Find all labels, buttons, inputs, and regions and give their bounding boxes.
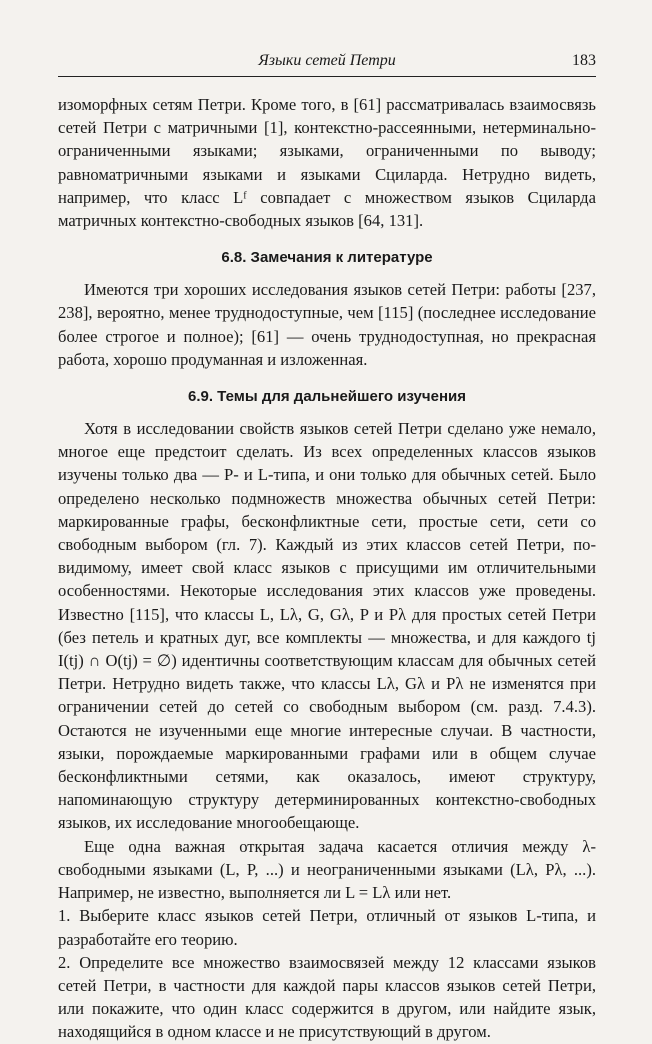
intro-paragraph: изоморфных сетям Петри. Кроме того, в [61] рассматривалась взаимосвязь сетей Петри с матричными [1], контекстно-рассеянными, нетерминально-ограниченными языками; языками, ограниченными по выводу; равноматричными языками и языками Сциларда. Нетрудно видеть, например, что класс Lᶠ совпадает с множеством языков Сциларда матричных контекстно-свободных языков [64, 131]. (58, 95, 596, 231)
exercise-2: 2. Определите все множество взаимосвязей между 12 классами языков сетей Петри, в частности для каждой пары классов языков сетей Петри, или покажите, что один класс содержится в другом, или найдите язык, находящийся в одном классе и не присутствующий в другом. (58, 952, 596, 1042)
page-number: 183 (572, 52, 596, 69)
exercise-1: 1. Выберите класс языков сетей Петри, отличный от языков L-типа, и разработайте его теорию. (58, 906, 596, 949)
section-6-9-paragraph-1: Хотя в исследовании свойств языков сетей Петри сделано уже немало, многое еще предстоит сделать. Из всех определенных классов языков изучены только два — P- и L-типа, и они только для обычных сетей. Было определено несколько подмножеств множества обычных сетей Петри: маркированные графы, бесконфликтные сети, простые сети, сети со свободным выбором (гл. 7). Каждый из этих классов сетей Петри, по-видимому, имеет свой класс языков с присущими им отличительными особенностями. Некоторые исследования этих классов уже проведены. Известно [115], что классы L, Lλ, G, Gλ, P и Pλ для простых сетей Петри (без петель и кратных дуг, все комплекты — множества, и для каждого tj I(tj) ∩ O(tj) = ∅) идентичны соответствующим классам для обычных сетей Петри. Нетрудно видеть также, что классы Lλ, Gλ и Pλ не изменятся при ограничении сетей до сетей со свободным выбором (см. разд. 7.4.3). Остаются не изученными еще многие интересные случаи. В частности, языки, порождаемые маркированными графами или в общем случае бесконфликтными сетями, как оказалось, имеют структуру, напоминающую структуру детерминированных контекстно-свободных языков, их исследование многообещающе. (58, 419, 596, 833)
section-6-8-heading: 6.8. Замечания к литературе (221, 249, 433, 267)
section-6-9-paragraph-2: Еще одна важная открытая задача касается отличия между λ-свободными языками (L, P, ...) и неограниченными языками (Lλ, Pλ, ...). Например, не известно, выполняется ли L = Lλ или нет. (58, 836, 596, 903)
page-header (58, 50, 596, 77)
page-body (58, 93, 596, 1044)
section-6-9-heading: 6.9. Темы для дальнейшего изучения (188, 388, 466, 406)
running-title: Языки сетей Петри (258, 52, 396, 69)
section-6-8-paragraph: Имеются три хороших исследования языков сетей Петри: работы [237, 238], вероятно, менее труднодоступные, чем [115] (последнее исследование более строгое и полное); [61] — очень труднодоступная, но прекрасная работа, хорошо продуманная и изложенная. (58, 280, 596, 369)
